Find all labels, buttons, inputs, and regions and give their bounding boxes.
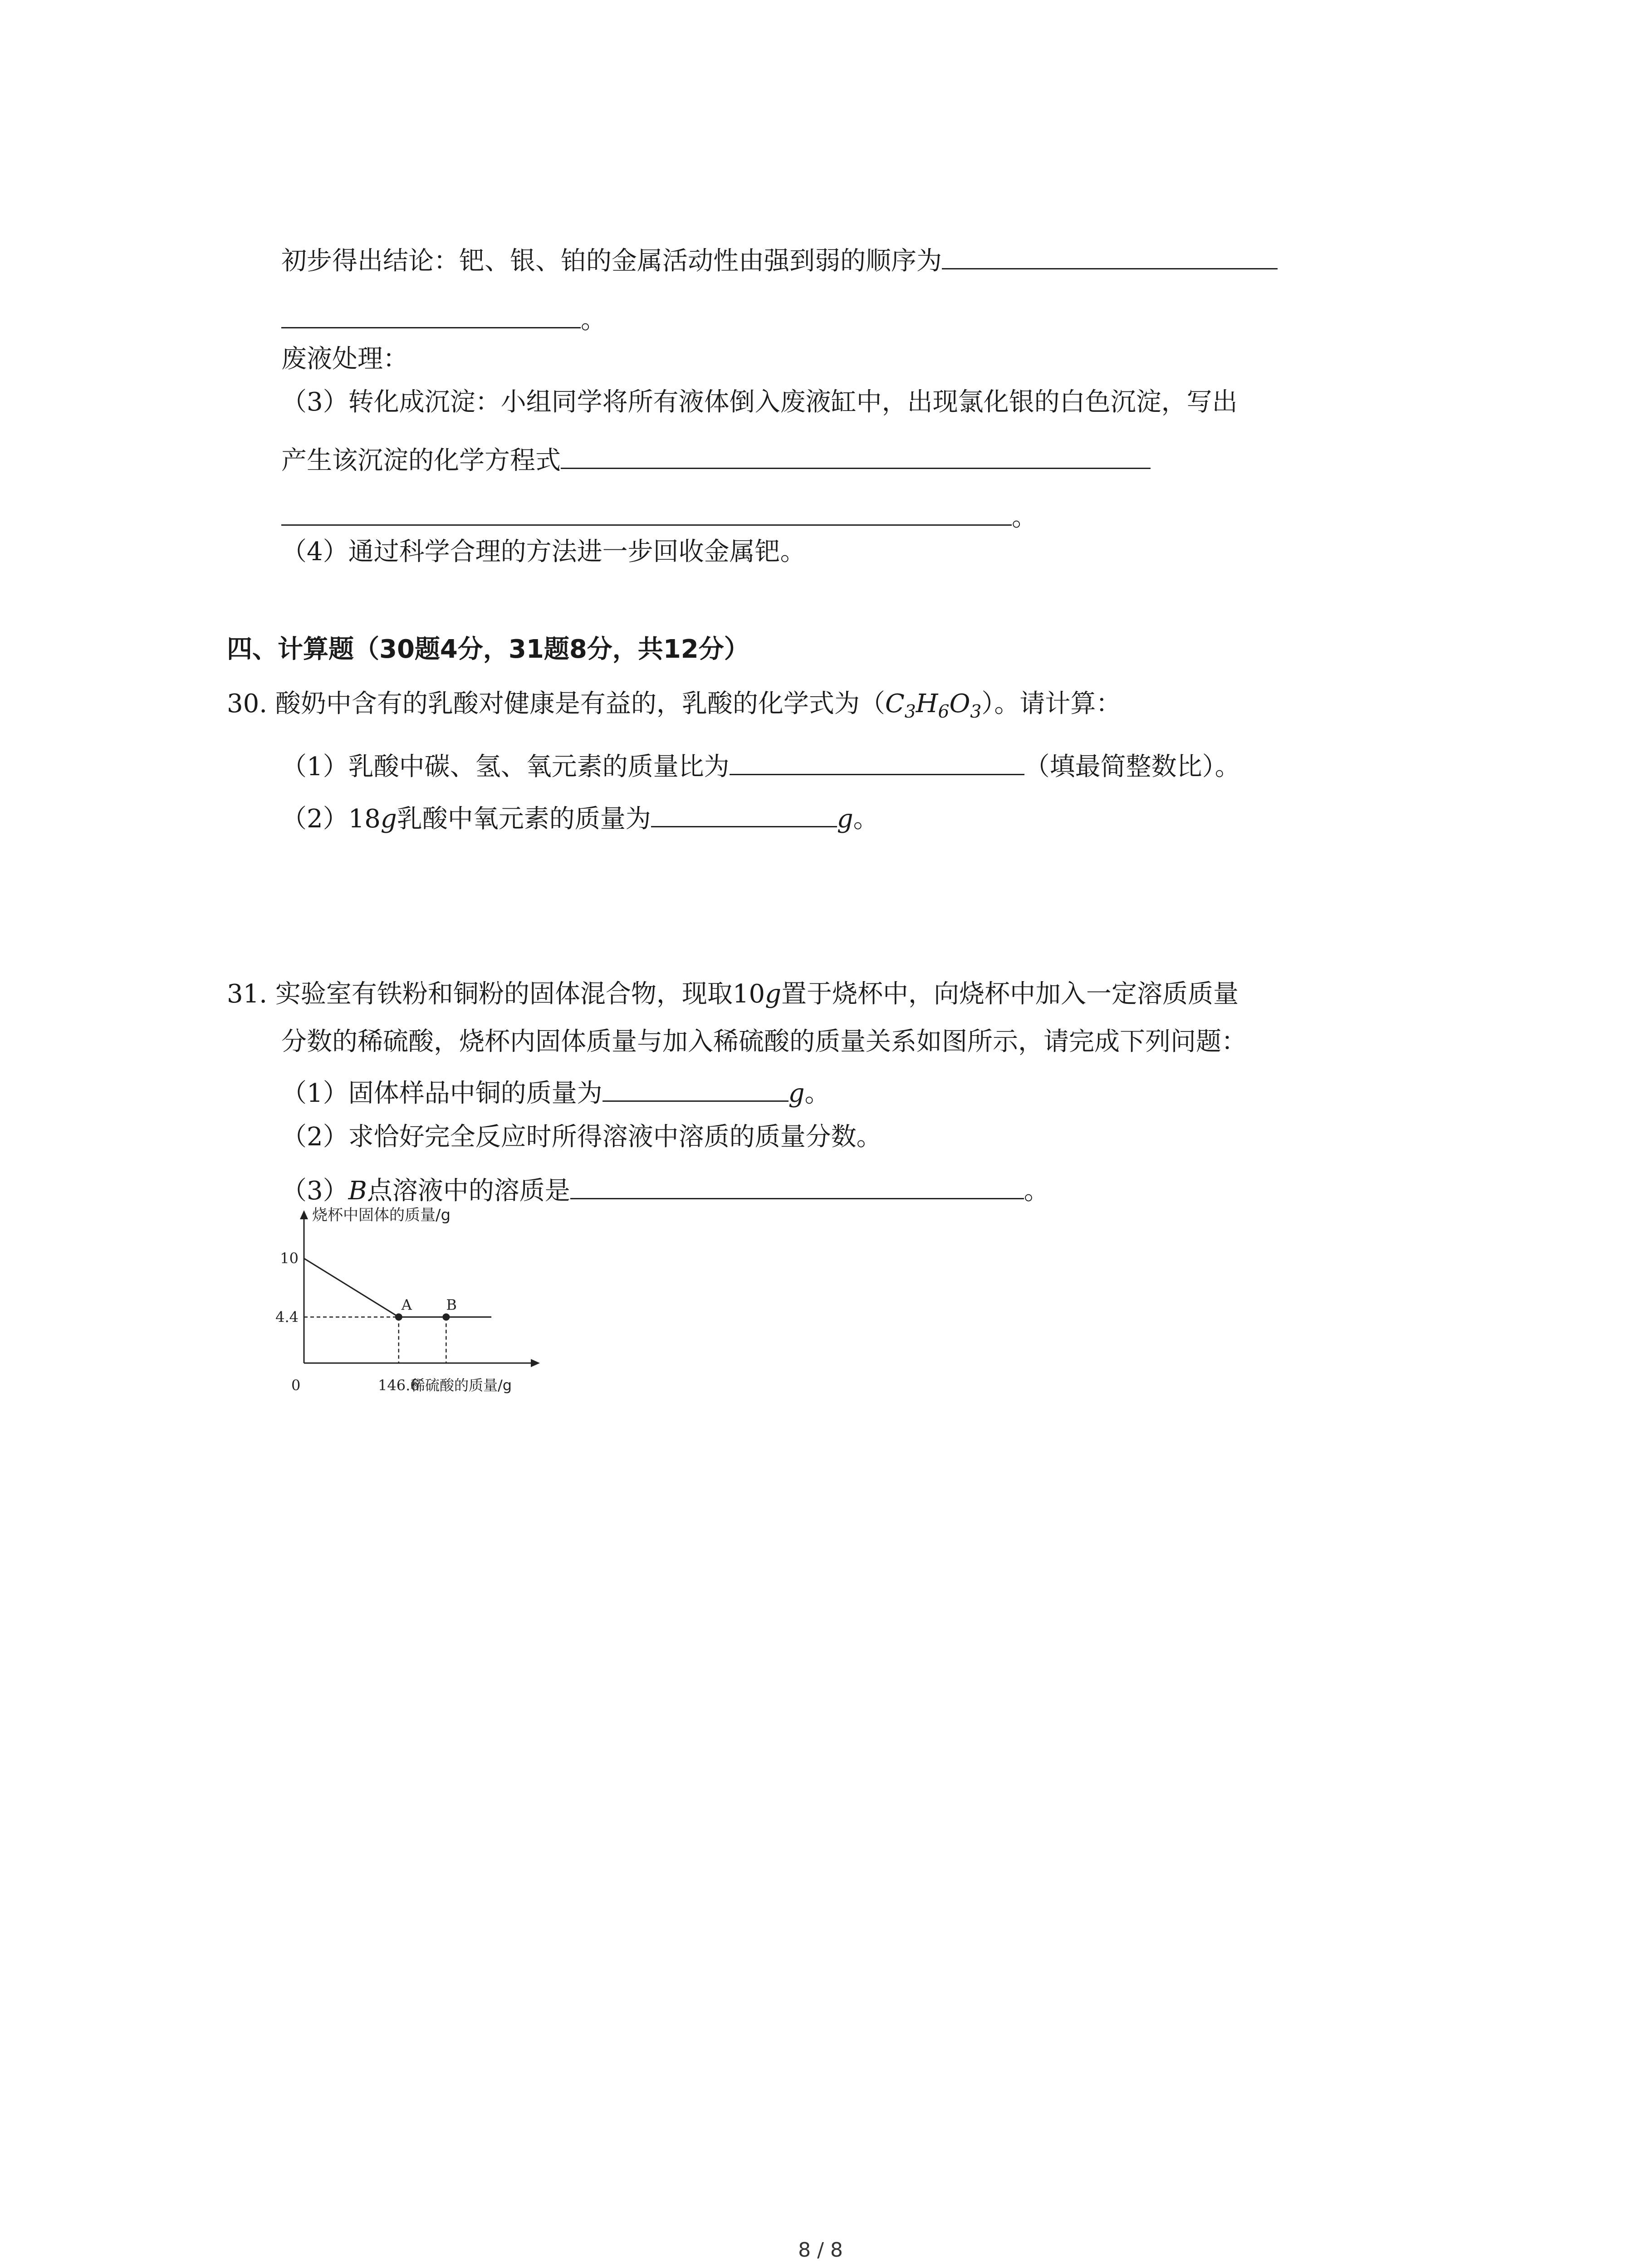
data-point: [442, 1313, 450, 1320]
answer-blank[interactable]: [730, 748, 1024, 775]
y-tick-label: 10: [280, 1250, 299, 1267]
question-number: 30.: [227, 689, 268, 719]
q31-line2: 分数的稀硫酸，烧杯内固体质量与加入稀硫酸的质量关系如图所示，请完成下列问题：: [281, 1027, 1247, 1056]
waste-title: 废液处理：: [281, 344, 408, 374]
conclusion-line: [281, 243, 1278, 276]
period: 。: [804, 1079, 830, 1108]
q30-sub2-text: （2）18: [281, 804, 381, 834]
formula: $C_3H_6O_3$: [885, 689, 982, 723]
q3-line2: [281, 442, 1151, 475]
q31-line1-post: 置于烧杯中，向烧杯中加入一定溶质质量: [781, 979, 1239, 1009]
period: 。: [1024, 1176, 1049, 1206]
answer-blank[interactable]: [561, 442, 1151, 469]
y-tick-label: 4.4: [275, 1308, 299, 1326]
q30-sub2: [281, 801, 879, 834]
period: 。: [1012, 503, 1037, 532]
q3-line3: [281, 499, 1037, 532]
answer-blank[interactable]: [603, 1075, 789, 1102]
answer-blank[interactable]: [942, 243, 1278, 269]
unit: g: [837, 804, 853, 834]
conclusion-label: 初步得出结论：钯、银、铂的金属活动性由强到弱的顺序为: [281, 246, 942, 276]
y-axis-label: 烧杯中固体的质量/g: [312, 1207, 451, 1224]
q3-line2-text: 产生该沉淀的化学方程式: [281, 446, 561, 475]
unit: g: [788, 1079, 805, 1108]
unit: g: [765, 979, 781, 1009]
q31-sub3: [281, 1173, 1049, 1206]
origin-label: 0: [291, 1377, 301, 1394]
period: 。: [581, 305, 606, 335]
q31-sub1: [281, 1075, 830, 1108]
chart-svg: [261, 1207, 551, 1415]
q31-sub1-text: （1）固体样品中铜的质量为: [281, 1079, 603, 1108]
question-number: 31.: [227, 979, 268, 1009]
mass-chart: [261, 1207, 551, 1415]
q31-line1: [227, 980, 1239, 1009]
q4-line: （4）通过科学合理的方法进一步回收金属钯。: [281, 537, 806, 567]
q30-sub1-post: （填最简整数比）。: [1024, 752, 1240, 782]
unit: g: [380, 804, 397, 834]
point-label: B: [348, 1176, 367, 1206]
x-axis-arrow: [531, 1359, 540, 1367]
q30-stem-post: ）。请计算：: [981, 689, 1122, 719]
q30-sub1: [281, 748, 1240, 782]
y-axis-arrow: [300, 1210, 308, 1219]
point-label: B: [446, 1296, 457, 1314]
q31-line1-text: 实验室有铁粉和铜粉的固体混合物，现取10: [275, 979, 765, 1009]
answer-blank[interactable]: [651, 801, 837, 827]
q3-line1: （3）转化成沉淀：小组同学将所有液体倒入废液缸中，出现氯化银的白色沉淀，写出: [281, 387, 1238, 417]
page-number: 8 / 8: [798, 2239, 843, 2262]
q30-sub2-mid: 乳酸中氧元素的质量为: [397, 804, 651, 834]
period: 。: [853, 804, 879, 834]
x-axis-label: 稀硫酸的质量/g: [411, 1377, 512, 1394]
q30-stem: [227, 689, 1121, 722]
q30-sub1-text: （1）乳酸中碳、氢、氧元素的质量比为: [281, 752, 730, 782]
series-line: [304, 1258, 491, 1317]
section-title: 四、计算题（30题4分，31题8分，共12分）: [227, 635, 749, 664]
q31-sub3-mid: 点溶液中的溶质是: [367, 1176, 570, 1206]
q30-stem-text: 酸奶中含有的乳酸对健康是有益的，乳酸的化学式为（: [275, 689, 885, 719]
q31-sub3-text: （3）: [281, 1176, 348, 1206]
answer-blank[interactable]: [281, 499, 1012, 526]
q31-sub2: （2）求恰好完全反应时所得溶液中溶质的质量分数。: [281, 1122, 882, 1152]
point-label: A: [401, 1296, 412, 1314]
conclusion-line-2: [281, 302, 606, 335]
answer-blank[interactable]: [281, 302, 581, 328]
answer-blank[interactable]: [570, 1173, 1024, 1199]
x-tick-label: 146.6: [377, 1377, 420, 1394]
